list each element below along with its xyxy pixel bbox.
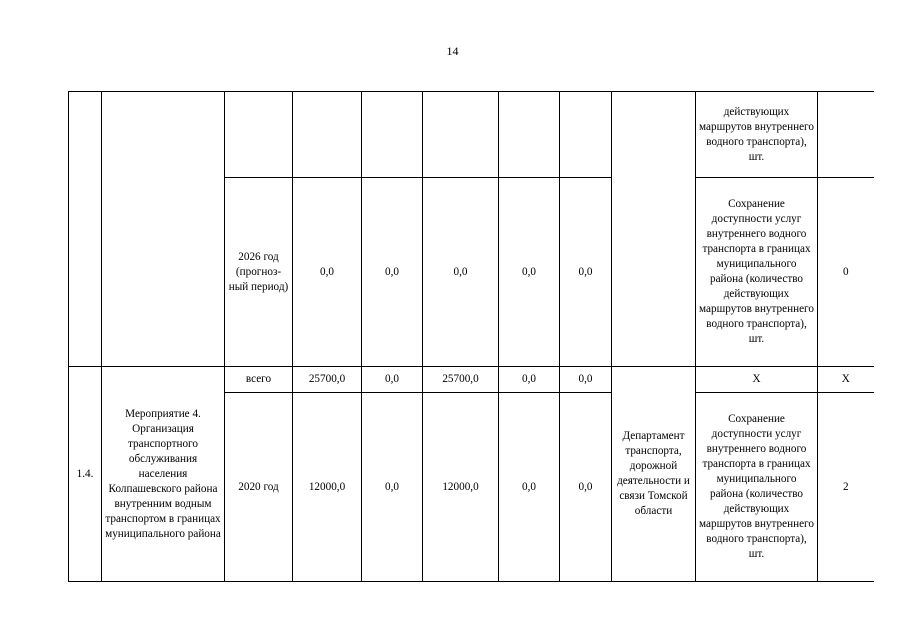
value-cell [423,92,499,178]
value-cell: 0,0 [499,393,560,582]
value-cell: 0,0 [362,367,423,393]
executor-cell: Департамент транспорта, дорожной деятельности и связи Томской области [612,367,696,582]
target-value-cell: 2 [818,393,874,582]
year-cell: всего [225,367,293,393]
value-cell [362,92,423,178]
measure-cell [102,92,225,367]
target-value-cell: 0 [818,178,874,367]
executor-cell [612,92,696,367]
value-cell: 0,0 [362,393,423,582]
measure-cell: Мероприятие 4. Организация транспортного обслуживания населения Колпашевского района внутренним водным транспортом в границах муниципального района [102,367,225,582]
value-cell: 0,0 [560,393,612,582]
value-cell: 25700,0 [293,367,362,393]
value-cell: 0,0 [423,178,499,367]
value-cell: 12000,0 [423,393,499,582]
value-cell: 0,0 [560,178,612,367]
value-cell [499,92,560,178]
value-cell [560,92,612,178]
indicator-cell: действующих маршрутов внутреннего водного транспорта), шт. [696,92,818,178]
target-value-cell: X [818,367,874,393]
year-cell [225,92,293,178]
table-row [69,92,874,178]
row-number-cell: 1.4. [69,367,102,582]
value-cell: 0,0 [499,367,560,393]
value-cell: 0,0 [560,367,612,393]
indicator-cell: Сохранение доступности услуг внутреннего водного транспорта в границах муниципального района (количество действующих маршрутов внутреннего водного транспорта), шт. [696,178,818,367]
target-value-cell [818,92,874,178]
indicator-cell: Сохранение доступности услуг внутреннего водного транспорта в границах муниципального района (количество действующих маршрутов внутреннего водного транспорта), шт. [696,393,818,582]
row-number-cell [69,92,102,367]
value-cell [293,92,362,178]
year-cell: 2020 год [225,393,293,582]
year-cell: 2026 год (прогноз-ный период) [225,178,293,367]
table-row [69,367,874,393]
value-cell: 12000,0 [293,393,362,582]
value-cell: 0,0 [293,178,362,367]
value-cell: 25700,0 [423,367,499,393]
value-cell: 0,0 [499,178,560,367]
value-cell: 0,0 [362,178,423,367]
page-number: 14 [446,44,459,58]
indicator-cell: X [696,367,818,393]
program-table [68,91,874,582]
